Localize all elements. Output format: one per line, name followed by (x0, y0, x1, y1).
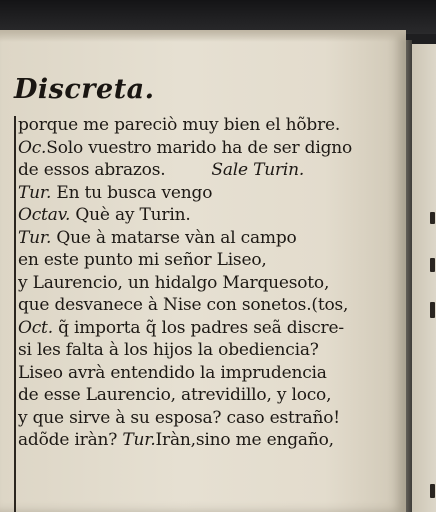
text-line (18, 339, 396, 362)
line-text: Liseo avrà entendido la imprudencia (18, 362, 327, 383)
running-head: Discreta. (14, 74, 155, 105)
facing-page-letter-fragment (430, 258, 435, 272)
speaker-label: Octav. (18, 205, 71, 225)
line-text: y Laurencio, un hidalgo Marquesoto, (18, 272, 330, 293)
text-line (18, 294, 396, 317)
text-line (18, 384, 396, 407)
facing-page-letter-fragment (430, 302, 435, 318)
line-text: adõde iràn? (18, 430, 123, 450)
text-line (18, 159, 396, 182)
line-text: en este punto mi señor Liseo, (18, 250, 267, 270)
stage-direction: Sale Turin. (211, 160, 305, 180)
speaker-label: Tur. (18, 182, 52, 203)
facing-page-letter-fragment (430, 484, 435, 498)
line-text: En tu busca vengo (51, 182, 213, 203)
margin-rule (14, 116, 16, 512)
line-text: Què ay Turin. (70, 205, 191, 225)
text-line (18, 249, 396, 272)
dark-background (0, 0, 436, 34)
speaker-label: Tur. (18, 227, 52, 248)
line-text: Iràn,sino me engaño, (155, 430, 334, 450)
speaker-label: Oct. (18, 317, 53, 338)
text-line (18, 137, 396, 160)
page-top-edge (0, 30, 406, 42)
text-line (18, 317, 396, 340)
text-line (18, 182, 396, 205)
text-line (18, 227, 396, 250)
text-block (18, 114, 396, 452)
line-text: que desvanece à Nise con sonetos.(tos, (18, 295, 349, 315)
speaker-label: Oc. (18, 137, 47, 158)
speaker-label: Tur. (122, 430, 156, 450)
text-line (18, 204, 396, 227)
text-line (18, 272, 396, 295)
text-line (18, 429, 396, 452)
line-text: de essos abrazos. (18, 160, 166, 180)
text-line (18, 362, 396, 385)
line-text: porque me pareciò muy bien el hõbre. (18, 115, 341, 135)
facing-page-letter-fragment (430, 212, 435, 224)
text-line (18, 114, 396, 137)
line-text: y que sirve à su esposa? caso estraño! (18, 407, 340, 428)
line-text: si les falta à los hijos la obediencia? (18, 340, 319, 360)
line-text: de esse Laurencio, atrevidillo, y loco, (18, 385, 332, 405)
line-text: Que à matarse vàn al campo (51, 227, 297, 248)
text-line (18, 407, 396, 430)
facing-page (410, 44, 436, 512)
line-text: q̃ importa q̃ los padres seã discre- (52, 317, 344, 338)
line-text: Solo vuestro marido ha de ser digno (46, 137, 353, 158)
